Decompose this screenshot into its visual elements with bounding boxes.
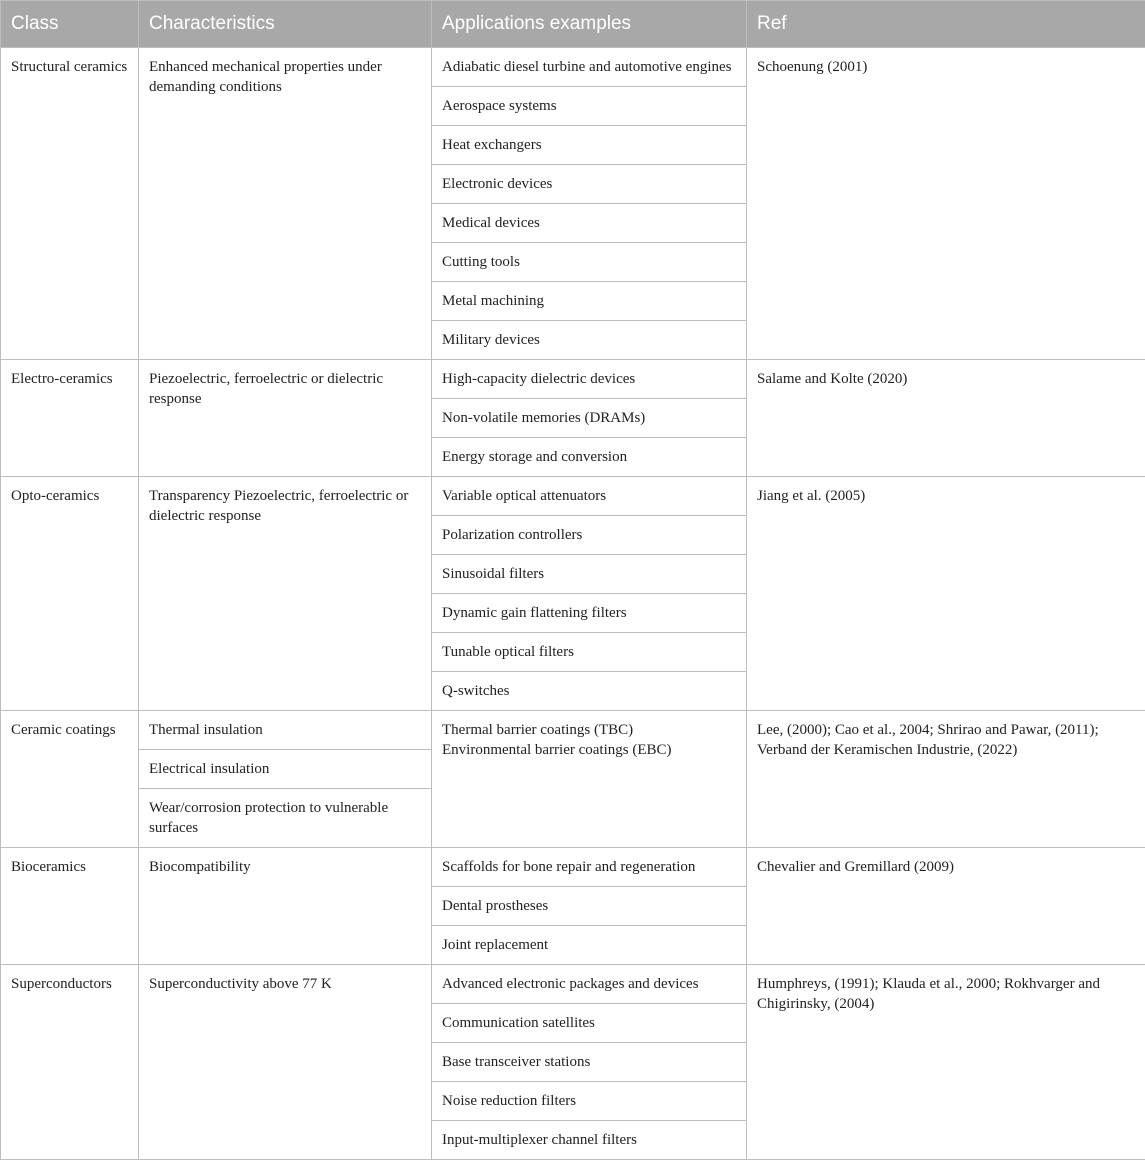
application-cell: Communication satellites <box>432 1004 747 1043</box>
application-cell: Dynamic gain flattening filters <box>432 594 747 633</box>
application-cell: Military devices <box>432 321 747 360</box>
ref-cell: Humphreys, (1991); Klauda et al., 2000; Rokhvarger and Chigirinsky, (2004) <box>747 965 1145 1160</box>
table-row <box>1 48 1145 87</box>
ref-cell: Salame and Kolte (2020) <box>747 360 1145 477</box>
characteristics-cell: Thermal insulation <box>139 711 432 750</box>
table-row <box>1 711 1145 750</box>
characteristics-cell: Enhanced mechanical properties under demanding conditions <box>139 48 432 360</box>
application-text: Thermal barrier coatings (TBC) Environmental barrier coatings (EBC) <box>442 722 672 758</box>
application-cell: Scaffolds for bone repair and regeneration <box>432 848 747 887</box>
application-cell: Energy storage and conversion <box>432 438 747 477</box>
class-cell: Bioceramics <box>1 848 139 965</box>
characteristics-cell: Electrical insulation <box>139 750 432 789</box>
application-cell: Adiabatic diesel turbine and automotive engines <box>432 48 747 87</box>
ref-cell: Schoenung (2001) <box>747 48 1145 360</box>
class-cell: Ceramic coatings <box>1 711 139 848</box>
header-row <box>1 1 1145 48</box>
characteristics-cell: Transparency Piezoelectric, ferroelectric or dielectric response <box>139 477 432 711</box>
ref-cell: Jiang et al. (2005) <box>747 477 1145 711</box>
table-row <box>1 848 1145 887</box>
application-cell: Tunable optical filters <box>432 633 747 672</box>
application-cell: Metal machining <box>432 282 747 321</box>
application-cell: Input-multiplexer channel filters <box>432 1121 747 1160</box>
ref-cell: Chevalier and Gremillard (2009) <box>747 848 1145 965</box>
characteristics-cell: Superconductivity above 77 K <box>139 965 432 1160</box>
application-cell: Aerospace systems <box>432 87 747 126</box>
application-cell: Electronic devices <box>432 165 747 204</box>
table-row <box>1 965 1145 1004</box>
application-cell <box>432 711 747 848</box>
table-row <box>1 477 1145 516</box>
application-cell: Variable optical attenuators <box>432 477 747 516</box>
characteristics-cell: Wear/corrosion protection to vulnerable surfaces <box>139 789 432 848</box>
application-cell: Q-switches <box>432 672 747 711</box>
ref-cell: Lee, (2000); Cao et al., 2004; Shrirao and Pawar, (2011); Verband der Keramischen Industrie, (2022) <box>747 711 1145 848</box>
table-row <box>1 360 1145 399</box>
header-characteristics: Characteristics <box>139 1 432 48</box>
class-cell: Electro-ceramics <box>1 360 139 477</box>
application-cell: Sinusoidal filters <box>432 555 747 594</box>
application-cell: High-capacity dielectric devices <box>432 360 747 399</box>
application-cell: Joint replacement <box>432 926 747 965</box>
header-ref: Ref <box>747 1 1145 48</box>
class-cell: Structural ceramics <box>1 48 139 360</box>
application-cell: Advanced electronic packages and devices <box>432 965 747 1004</box>
application-cell: Polarization controllers <box>432 516 747 555</box>
application-cell: Cutting tools <box>432 243 747 282</box>
application-cell: Base transceiver stations <box>432 1043 747 1082</box>
class-cell: Superconductors <box>1 965 139 1160</box>
application-cell: Medical devices <box>432 204 747 243</box>
class-cell: Opto-ceramics <box>1 477 139 711</box>
header-applications: Applications examples <box>432 1 747 48</box>
characteristics-cell: Piezoelectric, ferroelectric or dielectric response <box>139 360 432 477</box>
application-cell: Non-volatile memories (DRAMs) <box>432 399 747 438</box>
characteristics-cell: Biocompatibility <box>139 848 432 965</box>
header-class: Class <box>1 1 139 48</box>
application-cell: Noise reduction filters <box>432 1082 747 1121</box>
application-cell: Dental prostheses <box>432 887 747 926</box>
application-cell: Heat exchangers <box>432 126 747 165</box>
